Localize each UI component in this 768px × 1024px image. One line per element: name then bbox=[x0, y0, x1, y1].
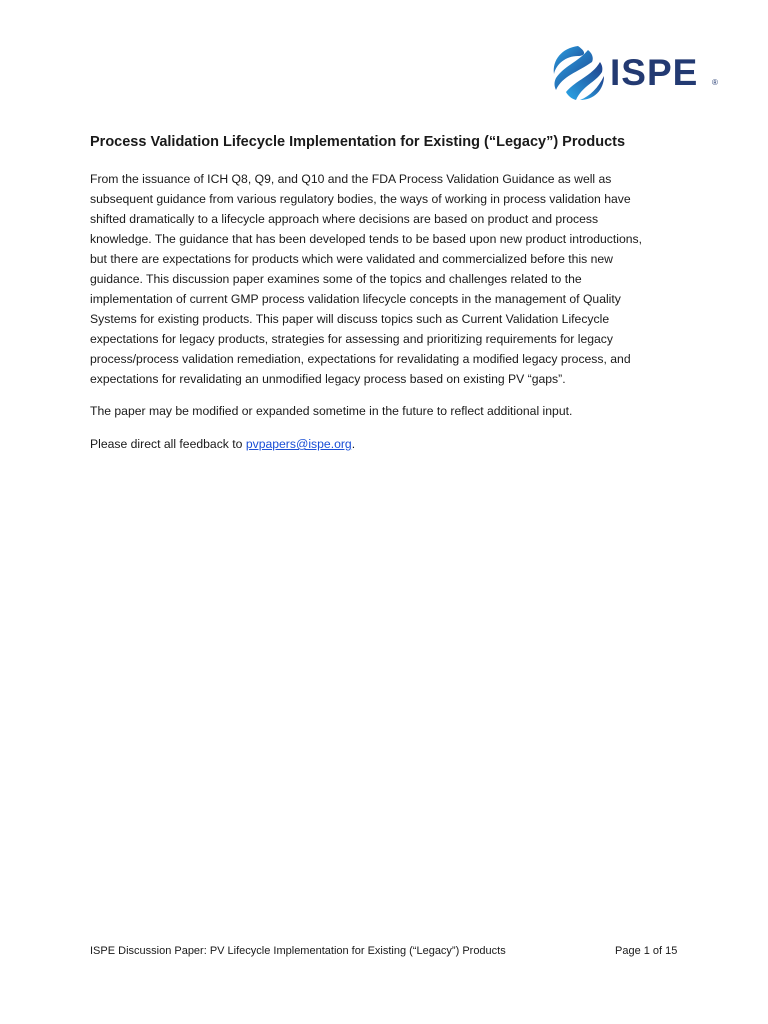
feedback-paragraph bbox=[90, 434, 690, 454]
paragraph-line: process/process validation remediation, expectations for revalidating a modified legacy process, and bbox=[90, 352, 631, 366]
footer-page-number: Page 1 of 15 bbox=[615, 945, 678, 957]
paragraph-line: shifted dramatically to a lifecycle approach where decisions are based on product and process bbox=[90, 212, 599, 226]
paragraph-line: expectations for legacy products, strategies for assessing and prioritizing requirements for legacy bbox=[90, 332, 613, 346]
ispe-logo bbox=[548, 44, 724, 104]
ispe-swirl-icon bbox=[548, 44, 606, 102]
footer-document-title: ISPE Discussion Paper: PV Lifecycle Implementation for Existing (“Legacy”) Products bbox=[90, 945, 506, 957]
paragraph-line: knowledge. The guidance that has been developed tends to be based upon new product introductions, bbox=[90, 232, 643, 246]
modification-note: The paper may be modified or expanded sometime in the future to reflect additional input. bbox=[90, 404, 573, 418]
feedback-prefix: Please direct all feedback to bbox=[90, 437, 246, 451]
paragraph-line: but there are expectations for products which were validated and commercialized before this new bbox=[90, 252, 613, 266]
paragraph-line: Systems for existing products. This paper will discuss topics such as Current Validation Lifecycle bbox=[90, 312, 610, 326]
paragraph-line: implementation of current GMP process validation lifecycle concepts in the management of Quality bbox=[90, 292, 621, 306]
paragraph-line: guidance. This discussion paper examines some of the topics and challenges related to the bbox=[90, 272, 582, 286]
paragraph-line: subsequent guidance from various regulatory bodies, the ways of working in process validation have bbox=[90, 192, 631, 206]
paragraph-line: expectations for revalidating an unmodified legacy process based on existing PV “gaps”. bbox=[90, 372, 566, 386]
registered-mark: ® bbox=[712, 78, 718, 87]
document-title: Process Validation Lifecycle Implementation for Existing (“Legacy”) Products bbox=[90, 134, 626, 150]
logo-wordmark: ISPE bbox=[610, 52, 699, 93]
intro-paragraph bbox=[90, 169, 690, 389]
paragraph-line: From the issuance of ICH Q8, Q9, and Q10 and the FDA Process Validation Guidance as well as bbox=[90, 172, 612, 186]
feedback-suffix: . bbox=[351, 437, 356, 451]
feedback-email-link[interactable]: pvpapers@ispe.org bbox=[245, 437, 352, 451]
